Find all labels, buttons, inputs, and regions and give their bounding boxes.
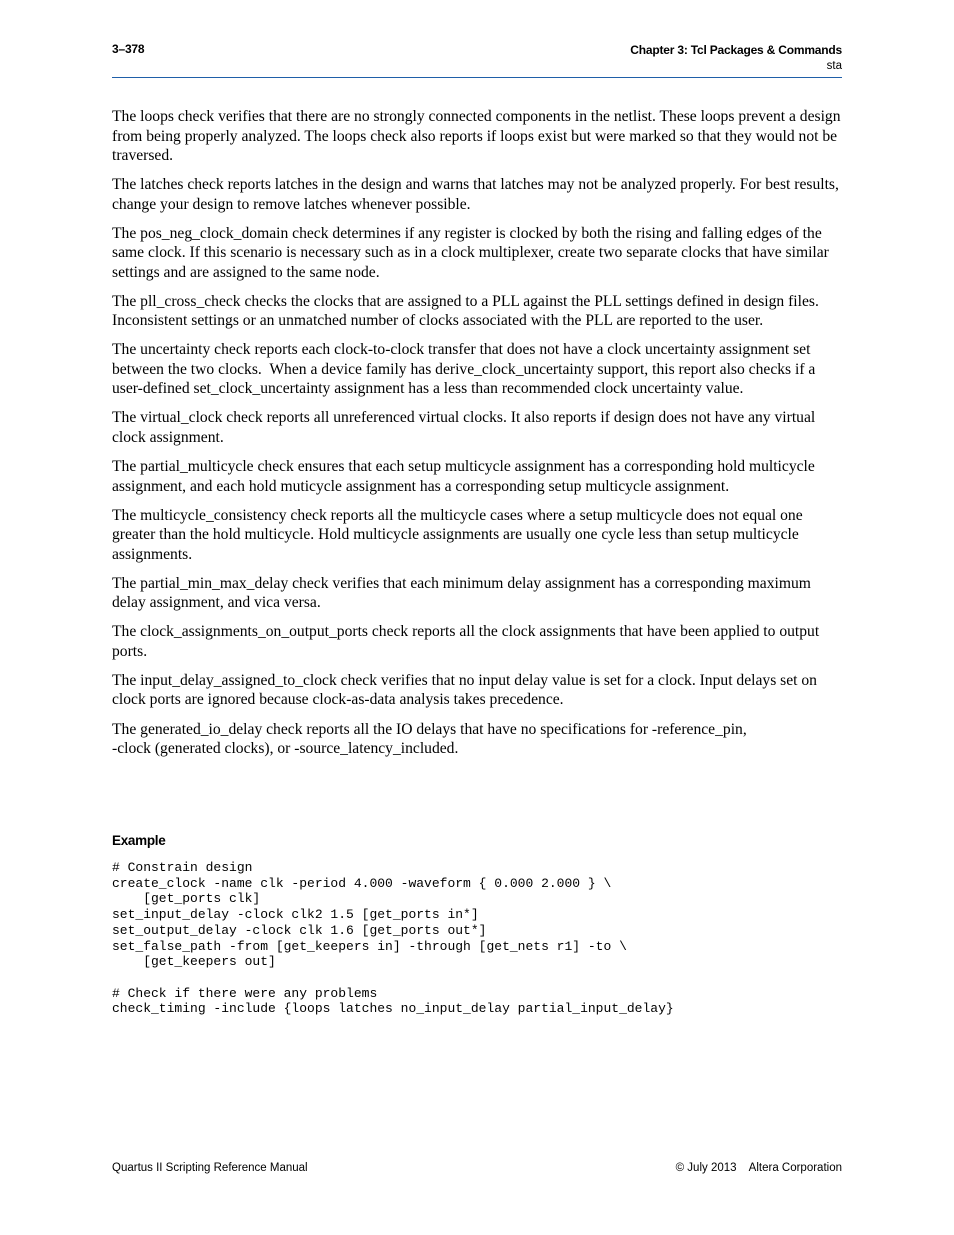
- example-heading: Example: [112, 833, 166, 848]
- page-number: 3–378: [112, 42, 145, 56]
- running-header: [630, 42, 842, 74]
- paragraph-partial-multicycle: The partial_multicycle check ensures that each setup multicycle assignment has a corresponding hold multicycle assignment, and each hold muticycle assignment has a corresponding setup multicycle assignment.: [112, 458, 819, 495]
- paragraph-loops: The loops check verifies that there are no strongly connected components in the netlist. These loops prevent a design from being properly analyzed. The loops check also reports if loops exist but were marked so that they would not be traversed.: [112, 108, 845, 164]
- paragraph-latches: The latches check reports latches in the design and warns that latches may not be analyzed properly. For best results, change your design to remove latches whenever possible.: [112, 176, 843, 213]
- paragraph-pll-cross-check: The pll_cross_check checks the clocks that are assigned to a PLL against the PLL settings defined in design files. Inconsistent settings or an unmatched number of clocks associated with the PLL are reported to the user.: [112, 292, 823, 330]
- footer-copyright: © July 2013 Altera Corporation: [675, 1162, 842, 1174]
- paragraph-clock-assignments-output: The clock_assignments_on_output_ports check reports all the clock assignments that have been applied to output ports.: [112, 623, 824, 660]
- paragraph-multicycle-consistency: The multicycle_consistency check reports all the multicycle cases where a setup multicycle does not equal one greater than the hold multicycle. Hold multicycle assignments are usually one cycle less than setup multicycle assignments.: [112, 506, 807, 563]
- footer-manual-title: Quartus II Scripting Reference Manual: [112, 1162, 308, 1174]
- paragraph-input-delay-clock: The input_delay_assigned_to_clock check verifies that no input delay value is set for a clock. Input delays set on clock ports are ignored because clock-as-data analysis takes precedence.: [112, 671, 821, 709]
- paragraph-partial-min-max-delay: The partial_min_max_delay check verifies that each minimum delay assignment has a corresponding maximum delay assignment, and vica versa.: [112, 574, 815, 612]
- example-code-block: # Constrain design create_clock -name clk -period 4.000 -waveform { 0.000 2.000 } \ [get_ports clk] set_input_delay -clock clk2 1.5 [get_ports in*] set_output_delay -clock clk 1.6 [get_ports out*] set_false_path -from [get_keepers in] -through [get_nets r1] -to \ [get_keepers out] # Check if there were any problems check_timing -include {loops latches no_input_delay partial_input_delay}: [112, 860, 674, 1017]
- paragraph-uncertainty: The uncertainty check reports each clock-to-clock transfer that does not have a clock uncertainty assignment set between the two clocks. When a device family has derive_clock_uncertainty support, this report also checks if a user-defined set_clock_uncertainty assignment has a less than recommended clock uncertainty value.: [112, 341, 820, 398]
- chapter-title: Chapter 3: Tcl Packages & Commands: [630, 43, 842, 57]
- body-text: [112, 107, 845, 768]
- header-rule: [112, 77, 842, 78]
- section-name: sta: [826, 60, 842, 72]
- paragraph-pos-neg-clock-domain: The pos_neg_clock_domain check determines if any register is clocked by both the rising and falling edges of the same clock. If this scenario is necessary such as in a clock multiplexer, create two separate clocks that have similar settings and are assigned to the same node.: [112, 224, 833, 281]
- paragraph-generated-io-delay: The generated_io_delay check reports all the IO delays that have no specifications for -reference_pin, -clock (generated clocks), or -source_latency_included.: [112, 720, 747, 758]
- paragraph-virtual-clock: The virtual_clock check reports all unreferenced virtual clocks. It also reports if design does not have any virtual clock assignment.: [112, 409, 820, 446]
